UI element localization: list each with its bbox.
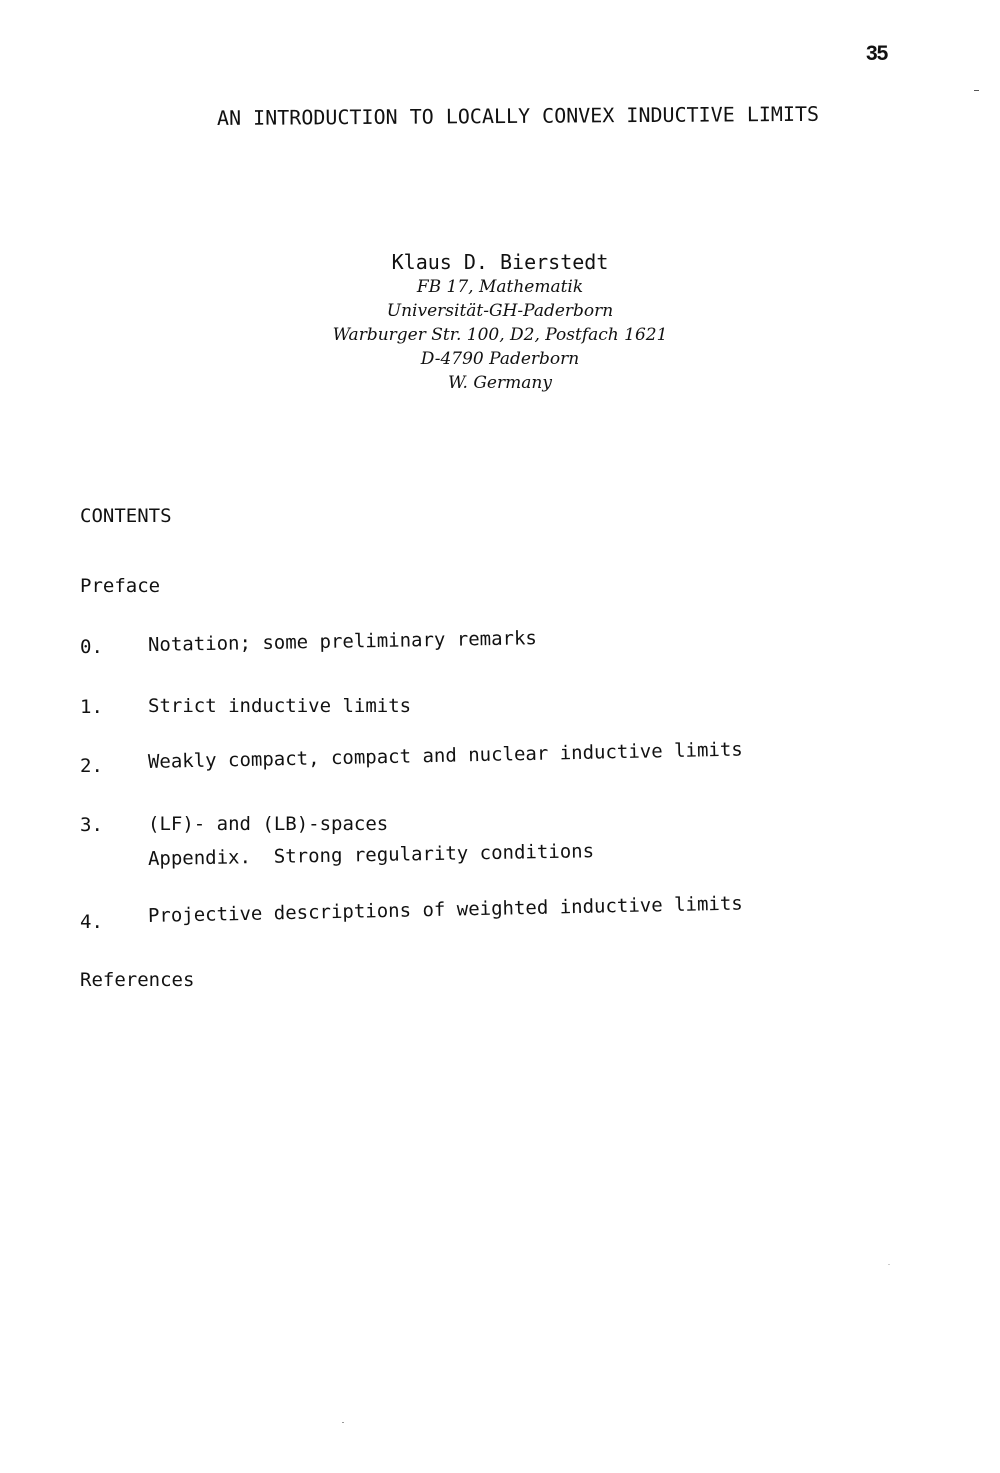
toc-subitem-title: Appendix. Strong regularity conditions — [147, 840, 595, 870]
toc-item-number: 0. — [80, 636, 103, 658]
toc-item-title: Projective descriptions of weighted inductive limits — [147, 892, 743, 927]
author-block — [270, 249, 730, 395]
affiliation-line: Warburger Str. 100, D2, Postfach 1621 — [332, 325, 668, 345]
toc-item-title: Notation; some preliminary remarks — [147, 627, 538, 656]
toc-item-title: Strict inductive limits — [148, 695, 412, 717]
page-number: 35 — [866, 42, 888, 65]
toc-item-number: 2. — [80, 755, 103, 777]
toc-item-number: 4. — [80, 911, 103, 933]
paper-title: AN INTRODUCTION TO LOCALLY CONVEX INDUCTIVE LIMITS — [216, 101, 820, 130]
toc-item-number: 1. — [80, 696, 103, 718]
toc-item-title: Weakly compact, compact and nuclear inductive limits — [147, 738, 743, 773]
author-name: Klaus D. Bierstedt — [391, 250, 609, 274]
toc-item-number: 3. — [80, 814, 103, 836]
toc-preface: Preface — [80, 575, 161, 597]
affiliation-line: W. Germany — [448, 373, 552, 393]
toc-references: References — [80, 969, 195, 991]
stray-mark — [974, 90, 979, 91]
affiliation-line: Universität-GH-Paderborn — [386, 301, 614, 321]
affiliation-line: D-4790 Paderborn — [420, 349, 580, 369]
scan-speck — [342, 1422, 344, 1423]
contents-heading: CONTENTS — [80, 505, 172, 527]
toc-item-title: (LF)- and (LB)-spaces — [148, 813, 389, 835]
affiliation-line: FB 17, Mathematik — [416, 277, 584, 297]
scan-speck — [888, 1264, 890, 1265]
